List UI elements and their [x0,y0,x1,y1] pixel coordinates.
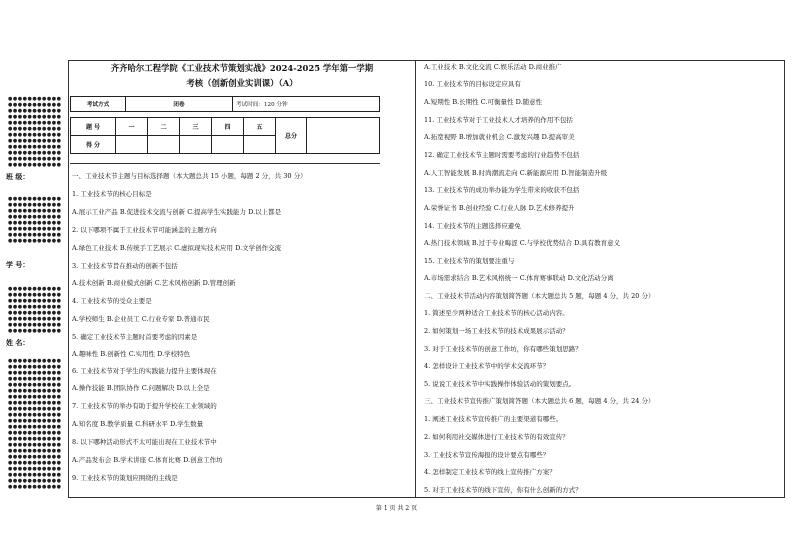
question-line: 11. 工业技术节对于工业技术人才培养的作用不包括 [424,116,573,124]
method-label: 考试方式 [71,97,126,112]
exam-title: 齐齐哈尔工程学院《工业技术节策划实战》2024-2025 学年第一学期 [110,63,374,73]
option-line: A.学校师生 B.企业员工 C.行业专家 D.普通市民 [72,315,210,323]
score-cell [180,136,212,154]
page-number: 第 1 页 共 2 页 [375,505,418,512]
score-cell [148,136,180,154]
dotted-line: ●●●●●●●●●●● ●●●●●●●●●●● ●●●●●●●●●●● ●●●●●●●●●●● ●●●●●●●●●●● ●●●●●●●●●●● ●●●●●●●●●●● ●●●●●●●●●●● ●●●●●●●●●●● ●●●●●●●●●●● ●●●●●●●●●●● ●●●●●●●●●●● [8,96,62,168]
question-line: 4. 怎样制定工业技术节的线上宣传推广方案？ [424,468,556,476]
section-heading: 三、工业技术节宣传推广策划简答题（本大题总共 6 题，每题 4 分，共 24 分） [424,397,655,405]
section-divider [70,163,380,164]
dotted-line: ●●●●●●●●●●● ●●●●●●●●●●● ●●●●●●●●●●● ●●●●●●●●●●● ●●●●●●●●●●● ●●●●●●●●●●● ●●●●●●●●●●● ●●●●●●●●●●● [8,286,62,334]
question-line: 2. 如何利用社交媒体进行工业技术节的有效宣传？ [424,433,569,441]
question-line: 4. 怎样设计工业技术节中的学术交流环节？ [424,362,550,370]
option-line: A.绿色工业技术 B.传统手工艺展示 C.虚拟现实技术应用 D.文学创作交流 [72,244,282,252]
exam-subtitle: 考核（创新创业实训课）（A） [186,78,298,88]
question-line: 6. 工业技术节对于学生的实践能力提升主要体现在 [72,367,217,375]
score-col: 四 [212,118,244,136]
question-line: 1. 工业技术节的核心目标是 [72,190,152,198]
option-line: A.知名度 B.教学质量 C.科研水平 D.学生数量 [72,420,204,428]
total-label: 总分 [276,118,307,154]
dotted-line: ●●●●●●●●●●● ●●●●●●●●●●● ●●●●●●●●●●● ●●●●●●●●●●● ●●●●●●●●●●● ●●●●●●●●●●● ●●●●●●●●●●● ●●●●●●●●●●● [8,196,62,244]
exam-info-table [70,96,380,112]
question-line: 7. 工业技术节的举办有助于提升学校在工业领域的 [72,402,217,410]
option-line: A.趣味性 B.创新性 C.实用性 D.学校特色 [72,350,191,358]
dotted-line: ●●●●●●●●●●● ●●●●●●●●●●● ●●●●●●●●●●● ●●●●●●●●●●● ●●●●●●●●●●● ●●●●●●●●●●● ●●●●●●●●●●● ●●●●●●●●●●● ●●●●●●●●●●● ●●●●●●●●●●● ●●●●●●●●●●● ●●●●●●●●●●● ●●●●●●●●●●● ●●●●●●●●●●● ●●●●●●●●●●● ●●●●●●●●●●● ●●●●●●●●●●● ●●●●●●●●●●● ●●●●●●●●●●● ●●●●●●●●●●● ●●●●●●●●●●● ●●●●●●●●●●● [8,358,62,490]
question-number-label: 题 号 [71,118,116,136]
question-line: 12. 确定工业技术节主题时需要考虑的行业趋势不包括 [424,151,580,159]
score-table [70,117,380,154]
question-line: 1. 阐述工业技术节宣传推广的主要渠道有哪些。 [424,415,563,423]
binding-margin [6,90,64,510]
question-line: 9. 工业技术节的策划应围绕的主线是 [72,474,178,482]
section-heading: 一、工业技术节主题与目标选择题（本大题总共 15 小题，每题 2 分，共 30 分） [72,172,307,180]
total-cell [307,118,380,154]
score-col: 二 [148,118,180,136]
question-line: 2. 以下哪项不属于工业技术节可能涵盖的主题方向 [72,226,217,234]
score-cell [212,136,244,154]
question-line: 3. 工业技术节旨在推动的创新不包括 [72,262,178,270]
option-line: A.操作技能 B.团队协作 C.问题解决 D.以上全是 [72,384,210,392]
question-line: 5. 说说工业技术节中实践操作体验活动的策划要点。 [424,380,576,388]
score-cell [244,136,276,154]
question-line: 4. 工业技术节的受众主要是 [72,297,152,305]
question-line: 5. 对于工业技术节的线下宣传，你有什么创新的方式？ [424,486,582,494]
method-value: 闭卷 [126,97,233,112]
question-line: 13. 工业技术节的成功举办能为学生带来的收获不包括 [424,186,580,194]
option-line: A.人工智能发展 B.时尚潮流走向 C.新能源应用 D.智能制造升级 [424,169,608,177]
section-heading: 二、工业技术节活动内容策划简答题（本大题总共 5 题，每题 4 分，共 20 分） [424,292,655,300]
name-label: 姓 名： [6,338,30,347]
class-label: 班 级： [6,172,30,181]
question-line: 14. 工业技术节的主题选择应避免 [424,222,521,230]
student-id-label: 学 号： [6,260,30,269]
score-col: 一 [116,118,148,136]
time-label: 考试时间：120 分钟 [233,97,380,112]
option-line: A.热门技术领域 B.过于专业晦涩 C.与学校优势结合 D.具有教育意义 [424,239,621,247]
option-line: A.工业技术 B.文化交流 C.娱乐活动 D.商业推广 [424,63,562,71]
score-label: 得 分 [71,136,116,154]
option-line: A.市场需求结合 B.艺术风格统一 C.体育赛事联动 D.文化活动分离 [424,274,614,282]
question-line: 8. 以下哪种活动形式不太可能出现在工业技术节中 [72,438,217,446]
score-cell [116,136,148,154]
option-line: A.产品发布会 B.学术讲座 C.体育比赛 D.创意工作坊 [72,456,223,464]
option-line: A.拓宽视野 B.增加就业机会 C.激发兴趣 D.提高审美 [424,133,575,141]
question-line: 2. 如何策划一场工业技术节的技术成果展示活动？ [424,327,569,335]
option-line: A.技术创新 B.商业模式创新 C.艺术风格创新 D.管理创新 [72,279,236,287]
column-divider [415,60,416,498]
question-line: 3. 对于工业技术节的创意工作坊，你有哪些策划思路？ [424,345,582,353]
option-line: A.展示工业产品 B.促进技术交流与创新 C.提高学生实践能力 D.以上都是 [72,208,282,216]
option-line: A.荣誉证书 B.创业经验 C.行业人脉 D.艺术修养提升 [424,204,575,212]
question-line: 3. 工业技术节宣传海报的设计要点有哪些？ [424,451,550,459]
question-line: 15. 工业技术节的策划要注重与 [424,257,515,265]
score-col: 三 [180,118,212,136]
option-line: A.短期性 B.长期性 C.可衡量性 D.随意性 [424,98,543,106]
question-line: 10. 工业技术节的目标设定应具有 [424,80,521,88]
question-line: 5. 确定工业技术节主题时首要考虑的因素是 [72,333,198,341]
score-col: 五 [244,118,276,136]
question-line: 1. 简述至少两种适合工业技术节的核心活动内容。 [424,309,569,317]
